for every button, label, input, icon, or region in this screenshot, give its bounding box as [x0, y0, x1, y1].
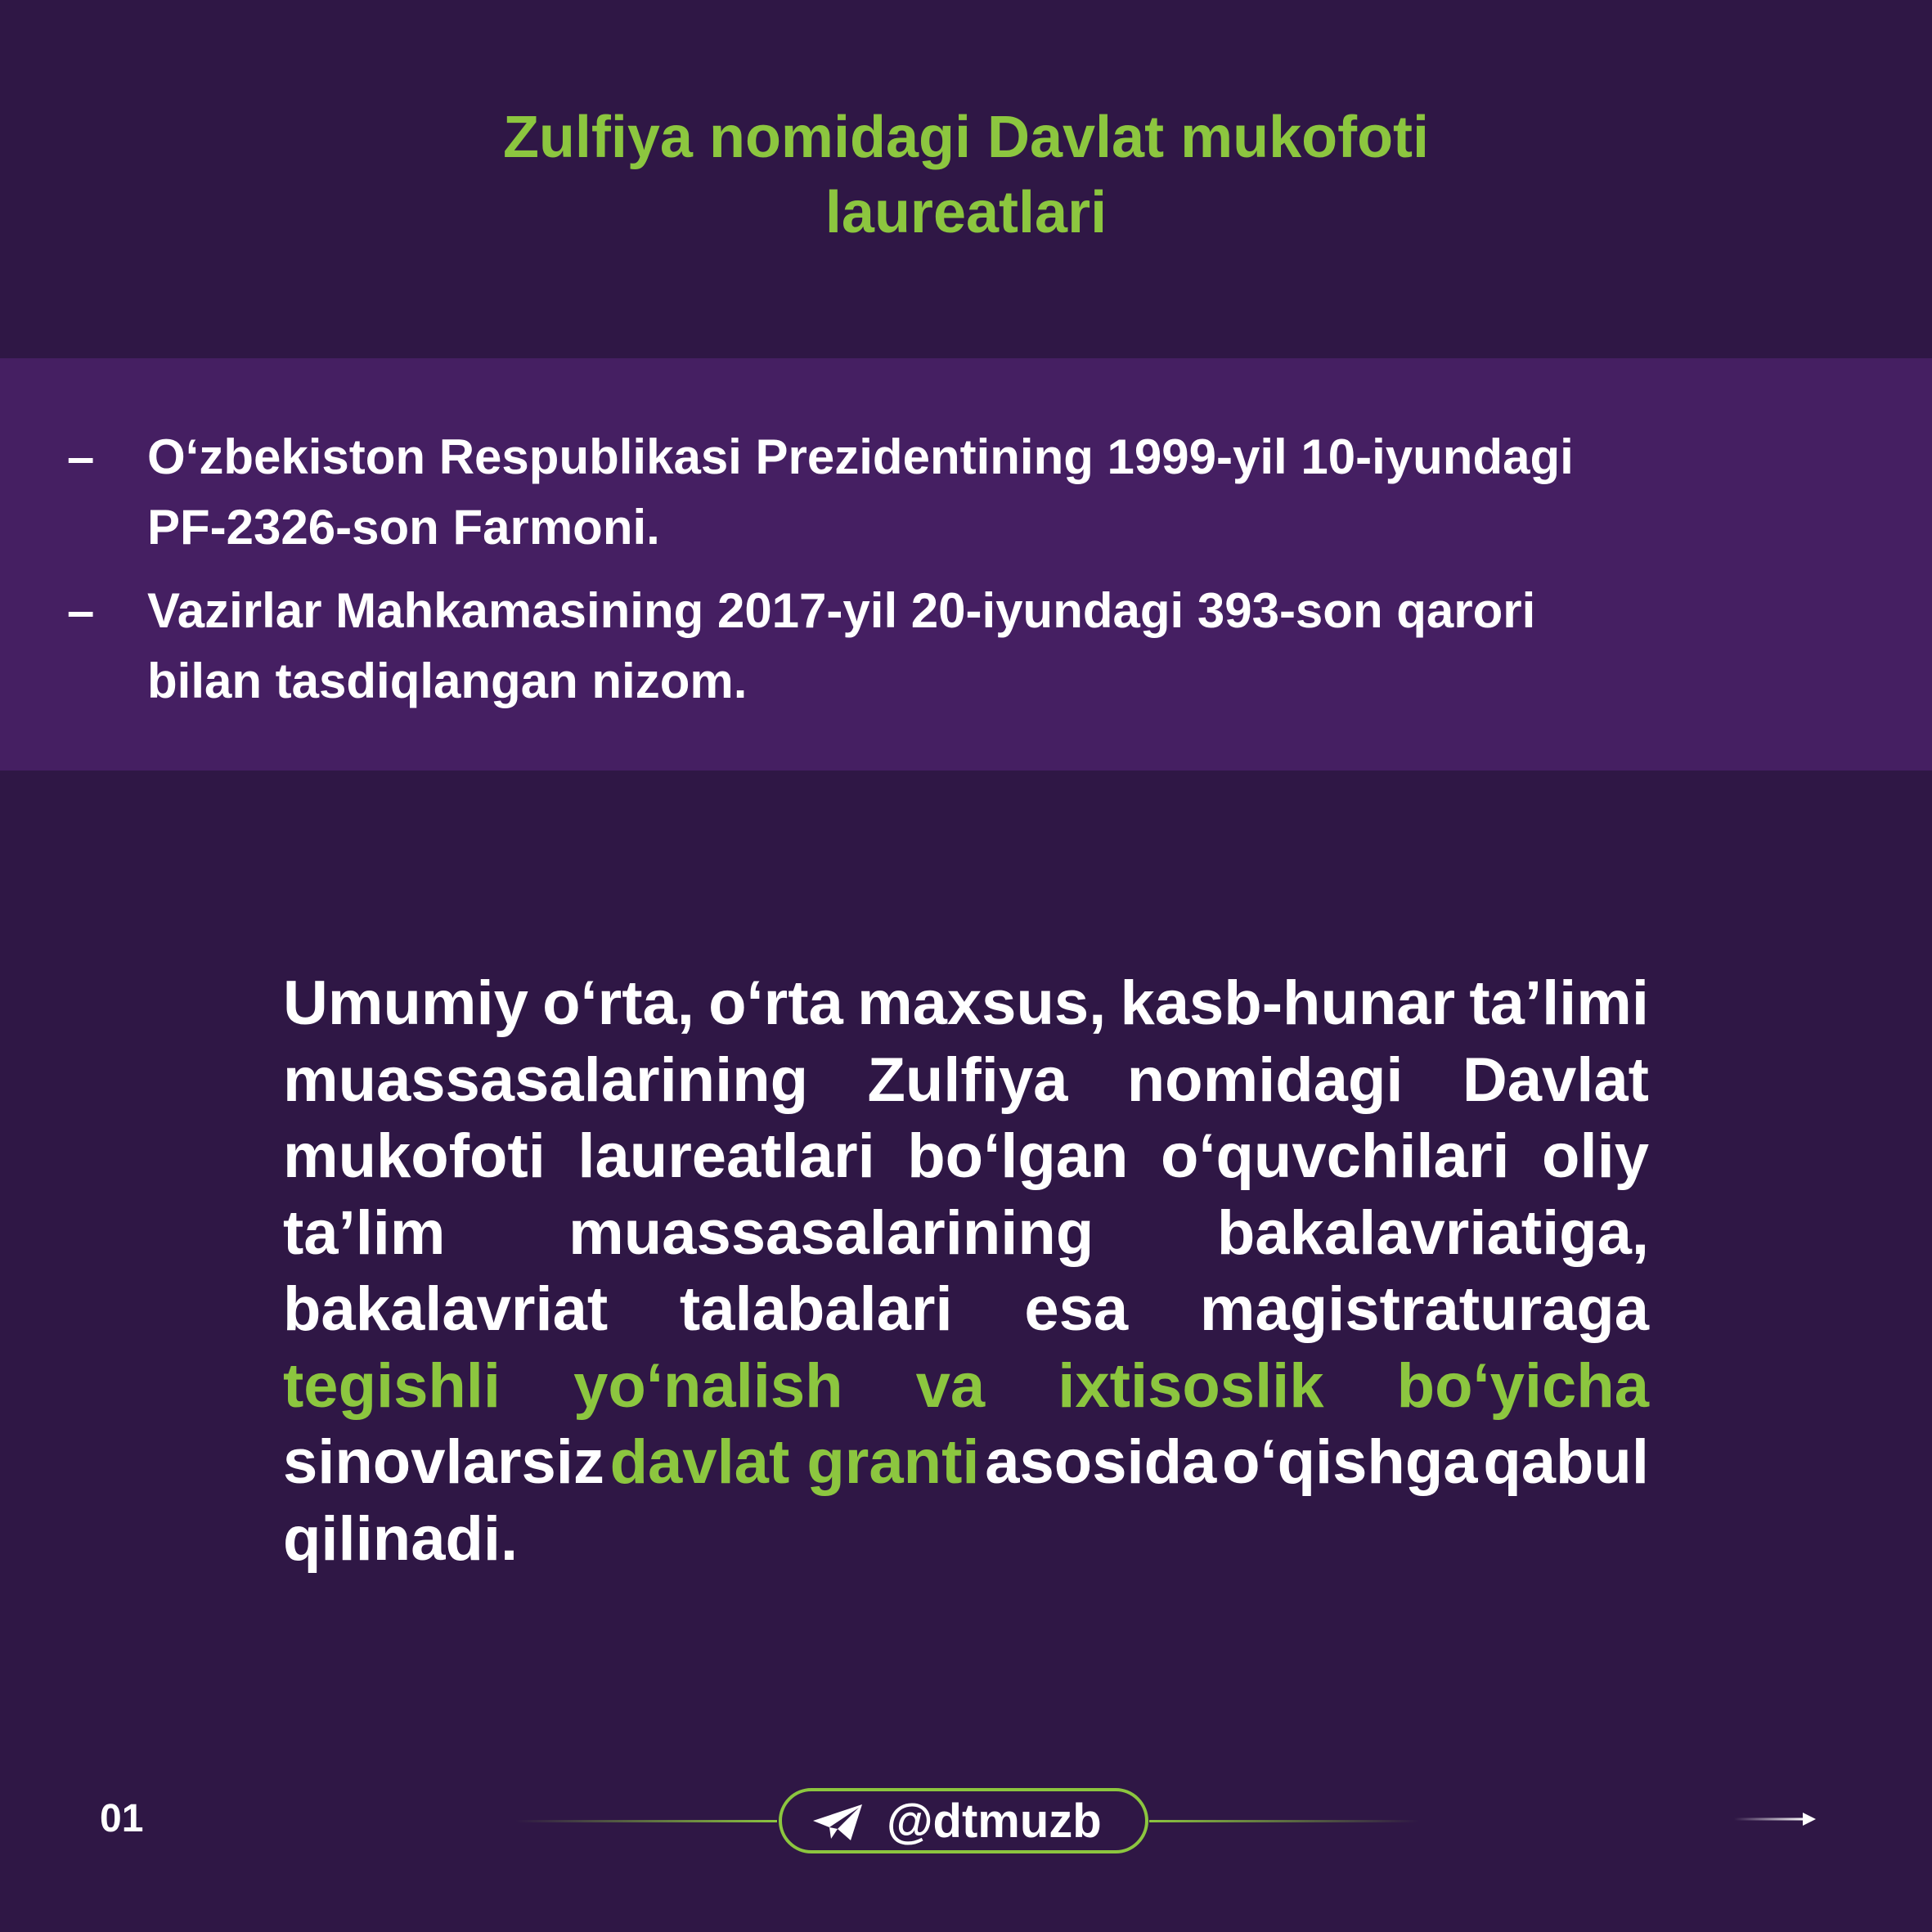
list-item-line: Vazirlar Mahkamasining 2017-yil 20-iyundagi 393-son qarori	[147, 583, 1536, 638]
word: o‘rta	[708, 968, 843, 1038]
paragraph-line	[283, 1424, 1649, 1501]
word: esa	[1024, 1274, 1129, 1344]
paragraph-line	[283, 1118, 1649, 1195]
word: o‘qishga	[1222, 1427, 1478, 1497]
list-item-line: O‘zbekiston Respublikasi Prezidentining 1999-yil 10-iyundagi	[147, 429, 1574, 484]
word: muassasalarining	[568, 1197, 1094, 1268]
title-line-1: Zulfiya nomidagi Davlat mukofoti	[502, 105, 1430, 170]
divider-right	[1149, 1820, 1419, 1822]
divider-left	[515, 1820, 777, 1822]
paragraph-line	[283, 965, 1649, 1042]
dash-marker: –	[67, 583, 95, 638]
word: oliy	[1542, 1121, 1649, 1191]
legal-basis-band	[0, 358, 1932, 771]
word: Zulfiya	[867, 1045, 1068, 1115]
word: muassasalarining	[283, 1045, 809, 1115]
word: o‘rta,	[542, 968, 694, 1038]
word: qabul	[1483, 1427, 1649, 1497]
word: maxsus,	[857, 968, 1107, 1038]
highlight-word: yo‘nalish	[573, 1350, 843, 1421]
highlight-word: va	[915, 1350, 986, 1421]
word: o‘quvchilari	[1160, 1121, 1510, 1191]
page-title	[0, 100, 1932, 250]
arrow-right-icon[interactable]	[1734, 1809, 1816, 1829]
highlight-phrase: davlat granti	[609, 1427, 980, 1497]
word: bakalavriatiga,	[1216, 1197, 1649, 1268]
word: kasb-hunar	[1120, 968, 1456, 1038]
paragraph-line-highlight	[283, 1348, 1649, 1425]
word: ta’limi	[1469, 968, 1649, 1038]
word: bo‘lgan	[907, 1121, 1129, 1191]
word: Davlat	[1462, 1045, 1649, 1115]
paragraph-line	[283, 1195, 1649, 1272]
word: bakalavriat	[283, 1274, 609, 1344]
word: asosida	[985, 1427, 1217, 1497]
highlight-word: ixtisoslik	[1058, 1350, 1324, 1421]
highlight-word: tegishli	[283, 1350, 501, 1421]
paragraph-line	[283, 1042, 1649, 1119]
word: magistraturaga	[1199, 1274, 1649, 1344]
word: qilinadi.	[283, 1503, 519, 1574]
paragraph-line	[283, 1501, 1649, 1578]
list-item-line: PF-2326-son Farmoni.	[147, 500, 660, 555]
telegram-icon	[810, 1801, 867, 1844]
paragraph-line	[283, 1271, 1649, 1348]
list-item-text	[147, 576, 1701, 717]
word: nomidagi	[1126, 1045, 1404, 1115]
telegram-handle: @dtmuzb	[887, 1795, 1102, 1848]
word: Umumiy	[283, 968, 528, 1038]
telegram-handle-badge[interactable]	[779, 1788, 1148, 1853]
title-line-2: laureatlari	[824, 180, 1108, 245]
highlight-word: bo‘yicha	[1396, 1350, 1649, 1421]
word: mukofoti	[283, 1121, 546, 1191]
word: ta’lim	[283, 1197, 446, 1268]
dash-marker: –	[67, 429, 95, 484]
word: laureatlari	[577, 1121, 875, 1191]
word: sinovlarsiz	[283, 1427, 604, 1497]
word: talabalari	[679, 1274, 953, 1344]
main-paragraph	[283, 965, 1649, 1577]
list-item-text	[147, 422, 1701, 563]
list-item-line: bilan tasdiqlangan nizom.	[147, 654, 748, 708]
page-number: 01	[100, 1797, 144, 1840]
